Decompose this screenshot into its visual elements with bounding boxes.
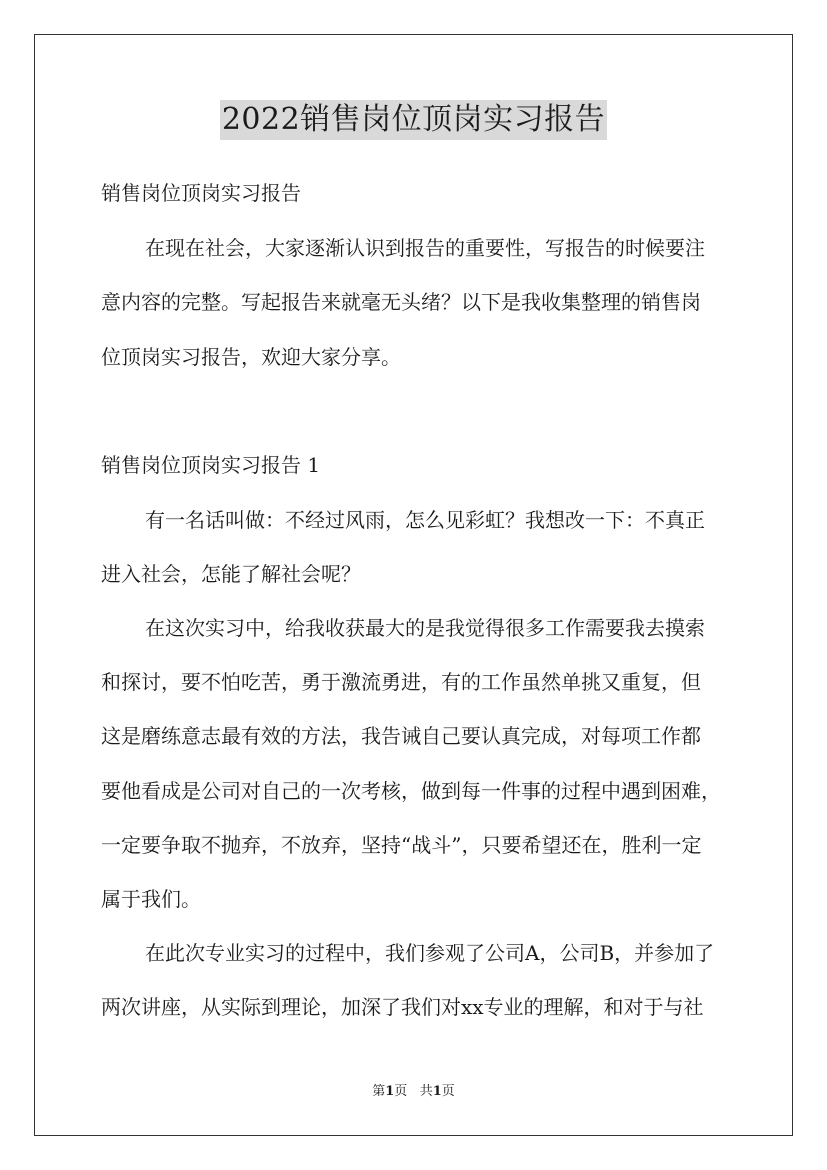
body-line: 在此次专业实习的过程中，我们参观了公司A，公司B，并参加了 xyxy=(145,941,715,965)
page-suffix: 页 xyxy=(394,1084,408,1099)
page-number: 1 xyxy=(385,1084,395,1099)
intro-line: 在现在社会，大家逐渐认识到报告的重要性，写报告的时候要注 xyxy=(145,236,705,260)
document-title: 2022销售岗位顶岗实习报告 xyxy=(220,100,607,140)
body-line: 和探讨，要不怕吃苦，勇于激流勇进，有的工作虽然单挑又重复，但 xyxy=(101,670,701,694)
total-suffix: 页 xyxy=(441,1084,455,1099)
page-footer xyxy=(0,1083,827,1101)
intro-line: 位顶岗实习报告，欢迎大家分享。 xyxy=(101,345,401,369)
body-line: 两次讲座，从实际到理论，加深了我们对xx专业的理解，和对于与社 xyxy=(101,995,704,1019)
body-line: 有一名话叫做：不经过风雨，怎么见彩虹？我想改一下：不真正 xyxy=(145,508,705,532)
total-pages: 1 xyxy=(432,1084,442,1099)
body-line: 要他看成是公司对自己的一次考核，做到每一件事的过程中遇到困难， xyxy=(101,779,721,803)
body-line: 属于我们。 xyxy=(101,887,201,911)
page-prefix: 第 xyxy=(372,1084,386,1099)
body-line: 这是磨练意志最有效的方法，我告诫自己要认真完成，对每项工作都 xyxy=(101,724,701,748)
total-prefix: 共 xyxy=(419,1084,433,1099)
intro-line: 意内容的完整。写起报告来就毫无头绪？以下是我收集整理的销售岗 xyxy=(101,290,701,314)
document-subtitle: 销售岗位顶岗实习报告 xyxy=(101,181,301,205)
section-heading: 销售岗位顶岗实习报告 1 xyxy=(101,453,321,477)
body-line: 进入社会，怎能了解社会呢？ xyxy=(101,562,361,586)
body-line: 一定要争取不抛弃，不放弃，坚持“战斗”，只要希望还在，胜利一定 xyxy=(101,833,702,857)
body-line: 在这次实习中，给我收获最大的是我觉得很多工作需要我去摸索 xyxy=(145,616,705,640)
title-container xyxy=(0,100,827,140)
